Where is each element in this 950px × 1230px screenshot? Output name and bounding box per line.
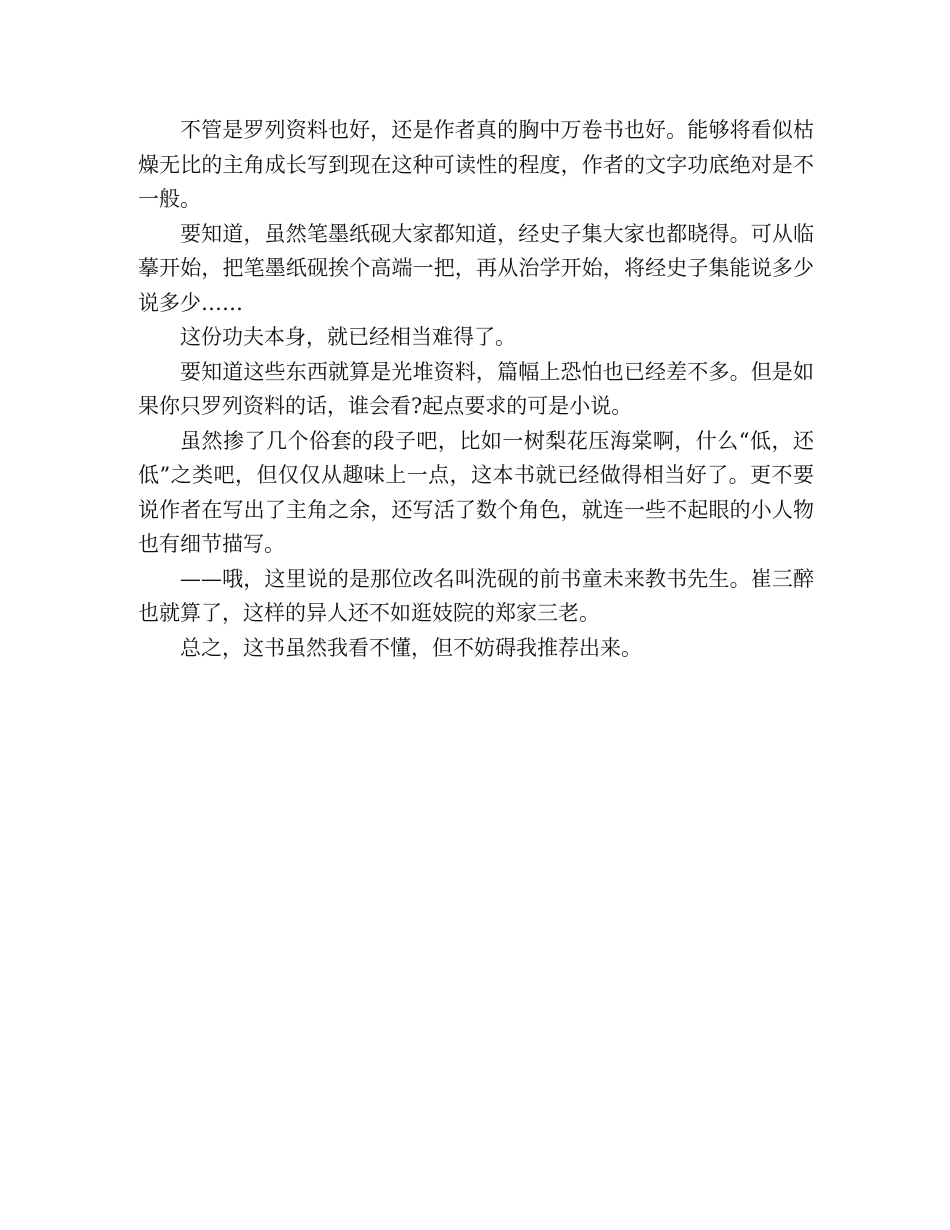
paragraph-4: 要知道这些东西就算是光堆资料，篇幅上恐怕也已经差不多。但是如果你只罗列资料的话，谁会看?起点要求的可是小说。 — [138, 359, 814, 418]
paragraph-5: 虽然掺了几个俗套的段子吧，比如一树梨花压海棠啊，什么“低，还低”之类吧，但仅仅从趣味上一点，这本书就已经做得相当好了。更不要说作者在写出了主角之余，还写活了数个角色，就连一些不起眼的小人物也有细节描写。 — [138, 428, 814, 556]
document-body — [138, 113, 814, 665]
paragraph-2: 要知道，虽然笔墨纸砚大家都知道，经史子集大家也都晓得。可从临摹开始，把笔墨纸砚挨个高端一把，再从治学开始，将经史子集能说多少说多少…… — [138, 221, 814, 315]
paragraph-7: 总之，这书虽然我看不懂，但不妨碍我推荐出来。 — [180, 635, 642, 660]
paragraph-1: 不管是罗列资料也好，还是作者真的胸中万卷书也好。能够将看似枯燥无比的主角成长写到现在这种可读性的程度，作者的文字功底绝对是不一般。 — [138, 118, 814, 211]
paragraph-6: ——哦，这里说的是那位改名叫洗砚的前书童未来教书先生。崔三醉也就算了，这样的异人还不如逛妓院的郑家三老。 — [138, 566, 814, 625]
paragraph-3: 这份功夫本身，就已经相当难得了。 — [180, 325, 516, 349]
